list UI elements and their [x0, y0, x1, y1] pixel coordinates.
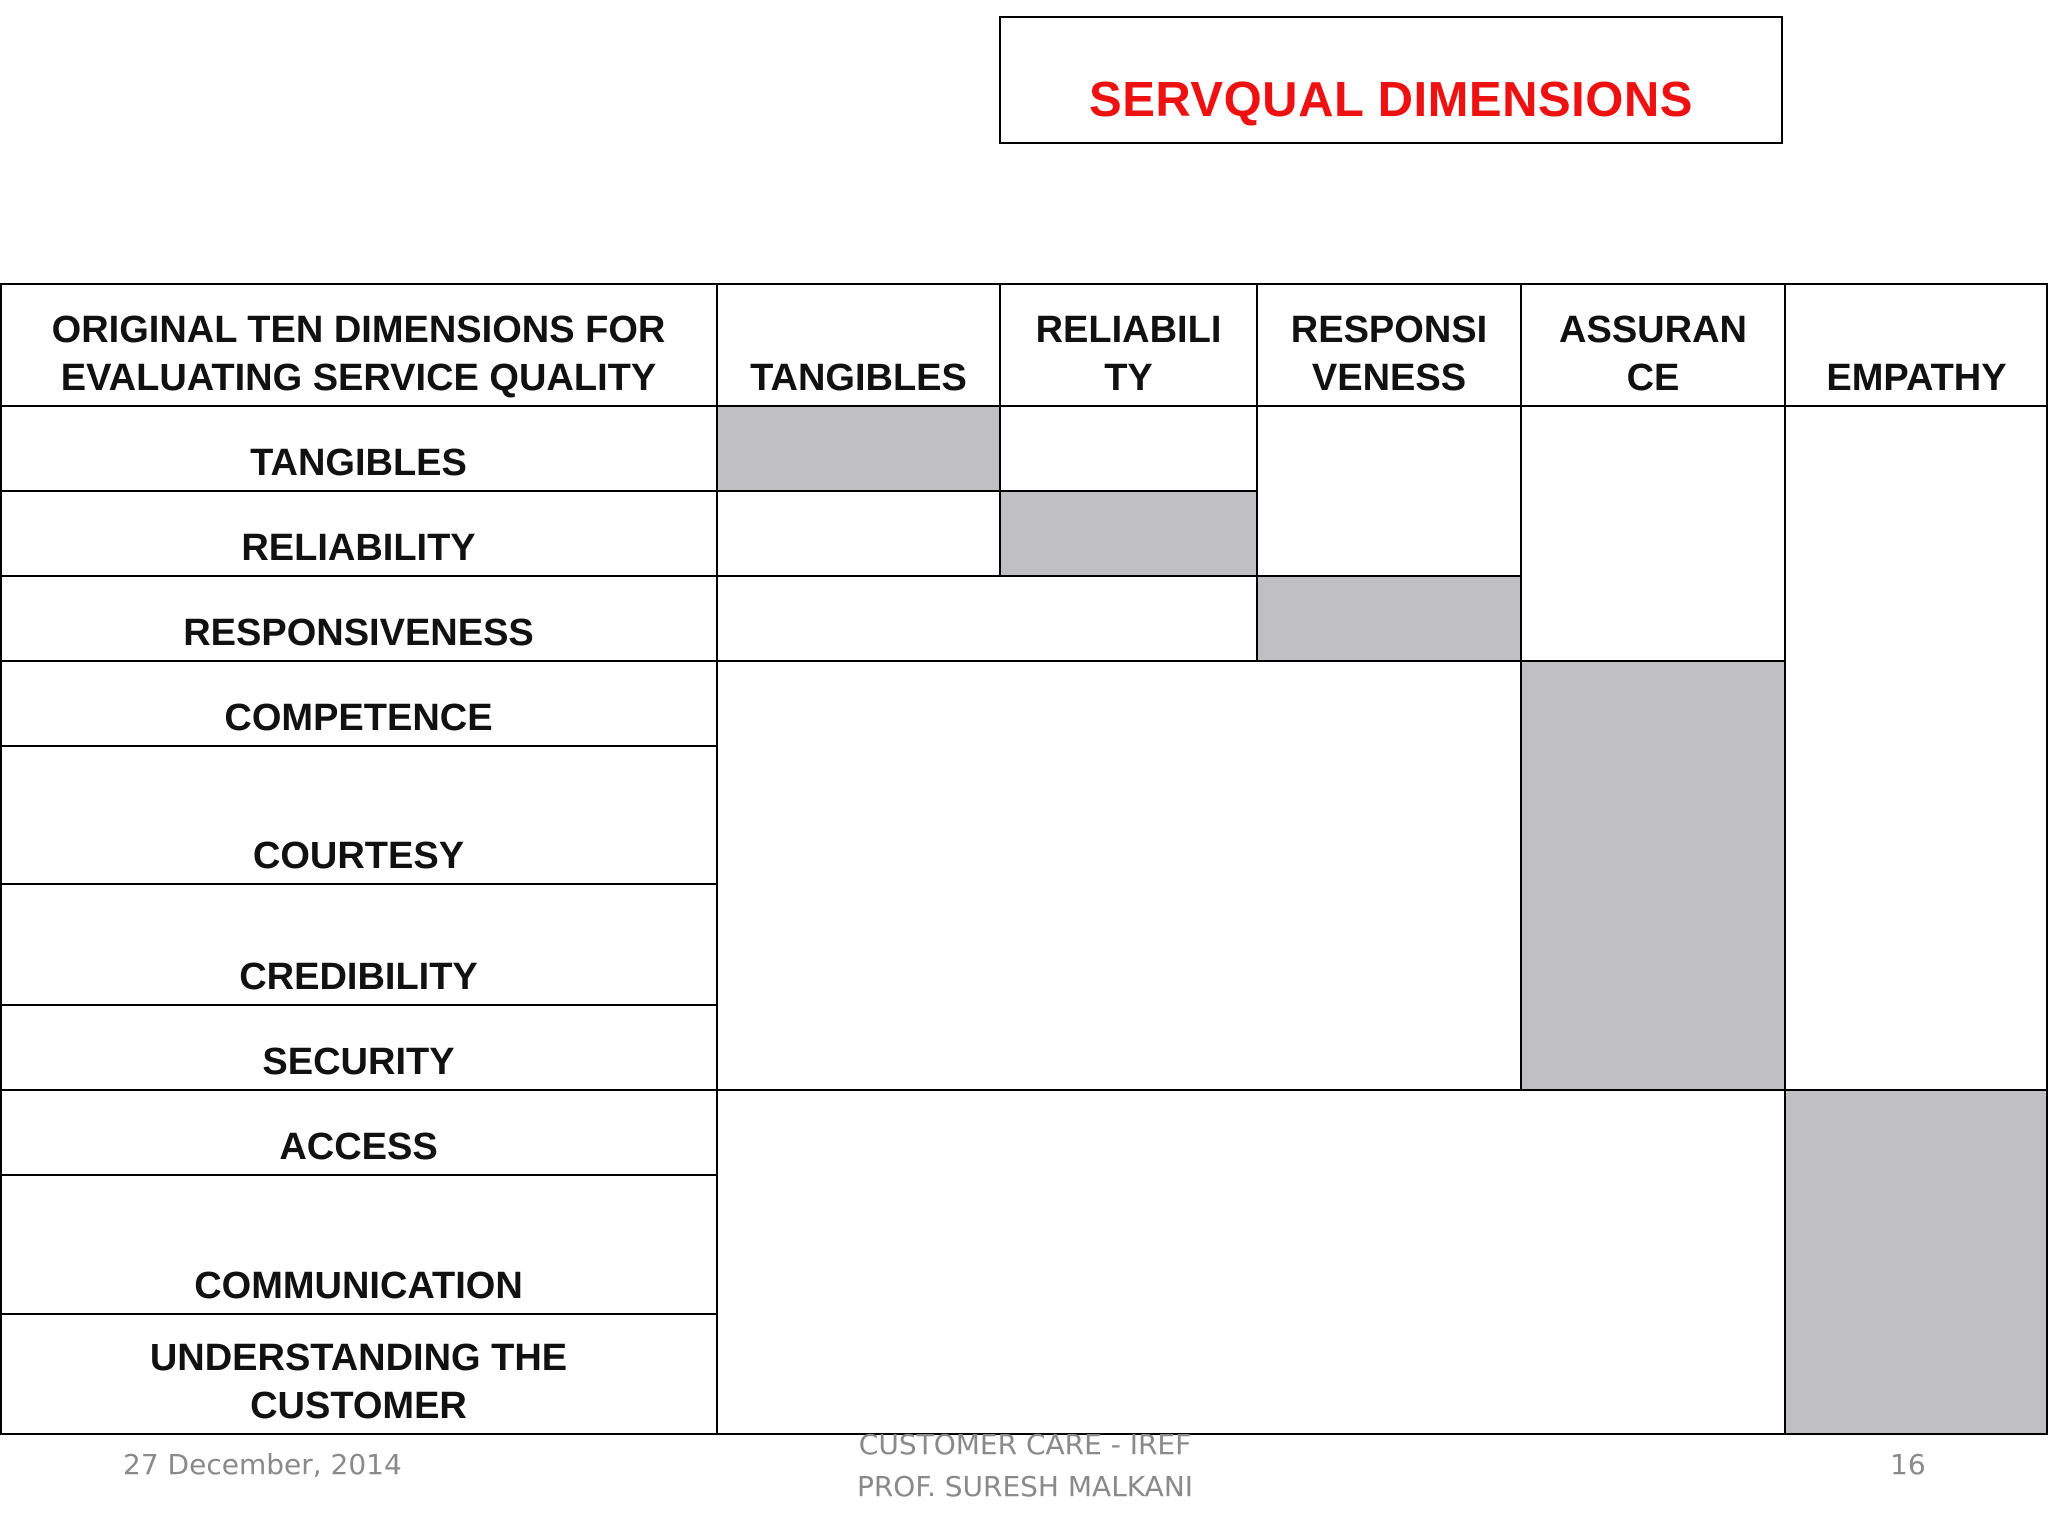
column-header-4 — [1521, 284, 1785, 406]
slide-title: SERVQUAL DIMENSIONS — [1089, 73, 1693, 127]
mapping-block-1 — [717, 406, 1000, 491]
grid-line — [1256, 284, 1259, 661]
column-header-4-label: ASSURAN CE — [1559, 309, 1747, 399]
row-label-6-label: CREDIBILITY — [239, 956, 478, 998]
row-label-8-label: ACCESS — [279, 1126, 438, 1168]
corner-header — [0, 284, 717, 406]
grid-line — [717, 575, 1521, 578]
grid-line — [0, 660, 717, 663]
row-label-9 — [0, 1175, 717, 1314]
row-label-5 — [0, 746, 717, 884]
corner-header-label: ORIGINAL TEN DIMENSIONS FOR EVALUATING SERVICE QUALITY — [51, 309, 666, 399]
row-label-6 — [0, 884, 717, 1005]
grid-line — [717, 1089, 2048, 1092]
row-label-3 — [0, 576, 717, 661]
row-label-3-label: RESPONSIVENESS — [183, 612, 534, 654]
grid-line — [0, 745, 717, 748]
row-label-1-label: TANGIBLES — [250, 442, 467, 484]
row-label-10-label: UNDERSTANDING THE CUSTOMER — [149, 1337, 568, 1427]
footer-center — [830, 1424, 1220, 1508]
grid-line — [0, 490, 717, 493]
row-label-9-label: COMMUNICATION — [194, 1265, 523, 1307]
row-label-2 — [0, 491, 717, 576]
grid-line — [0, 405, 2048, 408]
grid-line — [0, 283, 2048, 286]
row-label-7 — [0, 1005, 717, 1090]
mapping-block-3 — [1257, 576, 1521, 661]
grid-line — [0, 883, 717, 886]
grid-line — [0, 575, 717, 578]
grid-line — [0, 1174, 717, 1177]
column-header-3-label: RESPONSI VENESS — [1290, 309, 1488, 399]
mapping-block-5 — [1785, 1090, 2048, 1434]
grid-line — [717, 660, 1785, 663]
footer-page-number: 16 — [1890, 1448, 1926, 1481]
column-header-5 — [1785, 284, 2048, 406]
row-label-2-label: RELIABILITY — [241, 527, 476, 569]
column-header-2-label: RELIABILI TY — [1035, 309, 1222, 399]
grid-line — [717, 490, 1257, 493]
row-label-1 — [0, 406, 717, 491]
row-label-7-label: SECURITY — [262, 1041, 455, 1083]
footer-author: PROF. SURESH MALKANI — [856, 1470, 1194, 1503]
row-label-4 — [0, 661, 717, 746]
column-header-2 — [1000, 284, 1257, 406]
footer-date: 27 December, 2014 — [123, 1448, 402, 1481]
grid-line — [999, 284, 1002, 576]
grid-line — [0, 1313, 717, 1316]
grid-line — [0, 284, 2, 1434]
row-label-10 — [0, 1314, 717, 1434]
column-header-1 — [717, 284, 1000, 406]
footer-course: CUSTOMER CARE - IREF — [858, 1428, 1192, 1461]
column-header-1-label: TANGIBLES — [750, 357, 967, 399]
grid-line — [1784, 284, 1787, 1434]
row-label-5-label: COURTESY — [252, 835, 465, 877]
column-header-5-label: EMPATHY — [1826, 357, 2007, 399]
grid-line — [716, 284, 719, 1434]
mapping-block-4 — [1521, 661, 1785, 1090]
grid-line — [0, 1004, 717, 1007]
row-label-8 — [0, 1090, 717, 1175]
grid-line — [1520, 284, 1523, 1090]
row-label-4-label: COMPETENCE — [224, 697, 493, 739]
column-header-3 — [1257, 284, 1521, 406]
mapping-block-2 — [1000, 491, 1257, 576]
grid-line — [0, 1089, 717, 1092]
